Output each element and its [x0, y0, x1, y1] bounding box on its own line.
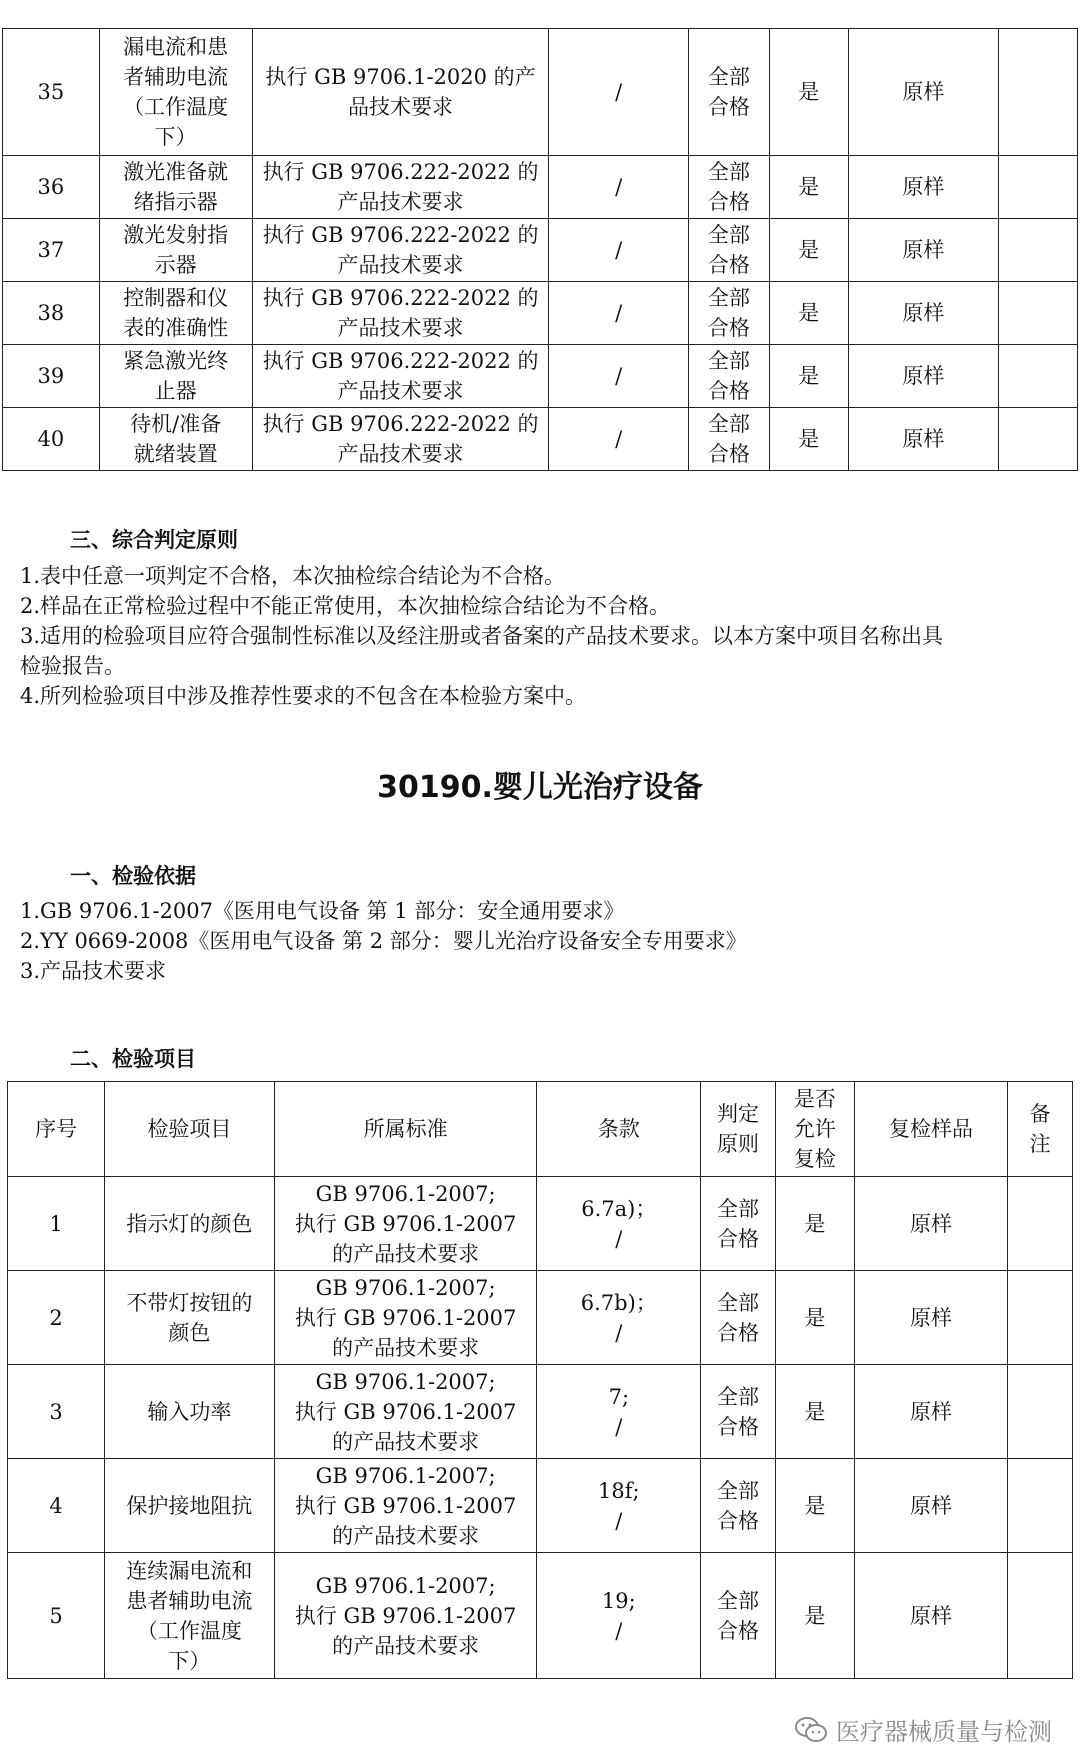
cell-no: 40 [3, 408, 100, 471]
cell-clause: / [549, 408, 688, 471]
cell-standard: 执行 GB 9706.1-2020 的产 品技术要求 [252, 29, 549, 156]
cell-item: 漏电流和患 者辅助电流 （工作温度 下） [99, 29, 252, 156]
cell-retest: 是 [769, 282, 848, 345]
header-sample: 复检样品 [854, 1082, 1008, 1177]
cell-clause: / [549, 156, 688, 219]
basis-item: 2.YY 0669-2008《医用电气设备 第 2 部分：婴儿光治疗设备安全专用要求》 [20, 929, 747, 953]
cell-note [999, 156, 1078, 219]
table-row [3, 345, 1078, 408]
cell-clause: / [549, 345, 688, 408]
cell-item: 保护接地阻抗 [105, 1459, 275, 1553]
basis-heading: 一、检验依据 [70, 864, 196, 888]
cell-sample: 原样 [854, 1365, 1008, 1459]
cell-no: 35 [3, 29, 100, 156]
cell-no: 4 [8, 1459, 105, 1553]
table-row [8, 1553, 1073, 1679]
cell-sample: 原样 [848, 282, 999, 345]
cell-standard: GB 9706.1-2007; 执行 GB 9706.1-2007 的产品技术要求 [274, 1459, 537, 1553]
cell-retest: 是 [775, 1459, 854, 1553]
table-row [3, 29, 1078, 156]
table-row [8, 1177, 1073, 1271]
judgement-item: 2.样品在正常检验过程中不能正常使用，本次抽检综合结论为不合格。 [20, 594, 671, 618]
cell-note [1008, 1553, 1073, 1679]
cell-item: 激光准备就 绪指示器 [99, 156, 252, 219]
judgement-item: 1.表中任意一项判定不合格，本次抽检综合结论为不合格。 [20, 564, 566, 588]
cell-note [999, 219, 1078, 282]
cell-standard: 执行 GB 9706.222-2022 的 产品技术要求 [252, 408, 549, 471]
table-row [8, 1365, 1073, 1459]
table-row [3, 156, 1078, 219]
cell-standard: 执行 GB 9706.222-2022 的 产品技术要求 [252, 156, 549, 219]
cell-retest: 是 [775, 1271, 854, 1365]
basis-item: 3.产品技术要求 [20, 959, 167, 983]
cell-clause: / [549, 219, 688, 282]
cell-clause: 6.7a)； / [537, 1177, 701, 1271]
cell-clause: / [549, 29, 688, 156]
table-row [3, 408, 1078, 471]
cell-standard: GB 9706.1-2007; 执行 GB 9706.1-2007 的产品技术要求 [274, 1271, 537, 1365]
cell-item: 待机/准备 就绪装置 [99, 408, 252, 471]
cell-clause: / [549, 282, 688, 345]
judgement-item: 4.所列检验项目中涉及推荐性要求的不包含在本检验方案中。 [20, 684, 587, 708]
cell-judge: 全部 合格 [701, 1271, 776, 1365]
cell-note [999, 345, 1078, 408]
table-row [8, 1459, 1073, 1553]
header-no: 序号 [8, 1082, 105, 1177]
basis-item: 1.GB 9706.1-2007《医用电气设备 第 1 部分：安全通用要求》 [20, 899, 625, 923]
table-row [3, 282, 1078, 345]
cell-judge: 全部 合格 [688, 219, 769, 282]
cell-judge: 全部 合格 [688, 29, 769, 156]
cell-sample: 原样 [854, 1459, 1008, 1553]
header-item: 检验项目 [105, 1082, 275, 1177]
cell-clause: 19; / [537, 1553, 701, 1679]
judgement-item: 检验报告。 [20, 654, 125, 678]
cell-no: 2 [8, 1271, 105, 1365]
cell-sample: 原样 [854, 1177, 1008, 1271]
cell-item: 激光发射指 示器 [99, 219, 252, 282]
cell-retest: 是 [769, 345, 848, 408]
inspection-table-continued [2, 28, 1078, 471]
cell-sample: 原样 [848, 408, 999, 471]
cell-judge: 全部 合格 [701, 1459, 776, 1553]
inspection-items-table [7, 1081, 1073, 1679]
cell-retest: 是 [775, 1365, 854, 1459]
cell-sample: 原样 [848, 219, 999, 282]
watermark-text: 医疗器械质量与检测 [836, 1718, 1052, 1746]
cell-sample: 原样 [854, 1553, 1008, 1679]
cell-standard: GB 9706.1-2007; 执行 GB 9706.1-2007 的产品技术要求 [274, 1365, 537, 1459]
cell-note [999, 408, 1078, 471]
cell-no: 5 [8, 1553, 105, 1679]
cell-clause: 18f; / [537, 1459, 701, 1553]
cell-judge: 全部 合格 [688, 345, 769, 408]
cell-no: 38 [3, 282, 100, 345]
cell-retest: 是 [775, 1553, 854, 1679]
cell-clause: 7; / [537, 1365, 701, 1459]
judgement-item: 3.适用的检验项目应符合强制性标准以及经注册或者备案的产品技术要求。以本方案中项目名称出具 [20, 624, 944, 648]
cell-note [1008, 1459, 1073, 1553]
cell-judge: 全部 合格 [688, 282, 769, 345]
cell-item: 控制器和仪 表的准确性 [99, 282, 252, 345]
cell-sample: 原样 [848, 29, 999, 156]
items-heading: 二、检验项目 [70, 1047, 196, 1071]
basis-list [20, 896, 1070, 986]
cell-standard: GB 9706.1-2007; 执行 GB 9706.1-2007 的产品技术要求 [274, 1177, 537, 1271]
cell-standard: 执行 GB 9706.222-2022 的 产品技术要求 [252, 219, 549, 282]
cell-no: 37 [3, 219, 100, 282]
cell-judge: 全部 合格 [688, 156, 769, 219]
cell-judge: 全部 合格 [701, 1553, 776, 1679]
wechat-icon [794, 1716, 828, 1744]
cell-no: 3 [8, 1365, 105, 1459]
cell-judge: 全部 合格 [701, 1365, 776, 1459]
header-judge: 判定 原则 [701, 1082, 776, 1177]
judgement-heading: 三、综合判定原则 [70, 528, 238, 552]
cell-no: 1 [8, 1177, 105, 1271]
header-note: 备 注 [1008, 1082, 1073, 1177]
cell-item: 输入功率 [105, 1365, 275, 1459]
table-row [3, 219, 1078, 282]
cell-note [999, 282, 1078, 345]
cell-retest: 是 [769, 156, 848, 219]
cell-no: 39 [3, 345, 100, 408]
cell-clause: 6.7b)； / [537, 1271, 701, 1365]
doc-title: 30190.婴儿光治疗设备 [377, 770, 703, 805]
cell-retest: 是 [775, 1177, 854, 1271]
cell-retest: 是 [769, 219, 848, 282]
cell-judge: 全部 合格 [701, 1177, 776, 1271]
header-retest: 是否 允许 复检 [775, 1082, 854, 1177]
cell-retest: 是 [769, 29, 848, 156]
cell-standard: 执行 GB 9706.222-2022 的 产品技术要求 [252, 345, 549, 408]
header-standard: 所属标准 [274, 1082, 537, 1177]
cell-item: 连续漏电流和 患者辅助电流 （工作温度 下） [105, 1553, 275, 1679]
watermark [794, 1712, 1052, 1747]
cell-note [1008, 1177, 1073, 1271]
cell-sample: 原样 [848, 156, 999, 219]
cell-standard: 执行 GB 9706.222-2022 的 产品技术要求 [252, 282, 549, 345]
judgement-list [20, 561, 1070, 711]
cell-item: 指示灯的颜色 [105, 1177, 275, 1271]
table-row [8, 1271, 1073, 1365]
cell-note [1008, 1271, 1073, 1365]
cell-sample: 原样 [854, 1271, 1008, 1365]
cell-sample: 原样 [848, 345, 999, 408]
cell-note [999, 29, 1078, 156]
cell-no: 36 [3, 156, 100, 219]
cell-standard: GB 9706.1-2007; 执行 GB 9706.1-2007 的产品技术要求 [274, 1553, 537, 1679]
cell-item: 紧急激光终 止器 [99, 345, 252, 408]
cell-judge: 全部 合格 [688, 408, 769, 471]
cell-retest: 是 [769, 408, 848, 471]
table-header-row [8, 1082, 1073, 1177]
header-clause: 条款 [537, 1082, 701, 1177]
cell-note [1008, 1365, 1073, 1459]
cell-item: 不带灯按钮的 颜色 [105, 1271, 275, 1365]
